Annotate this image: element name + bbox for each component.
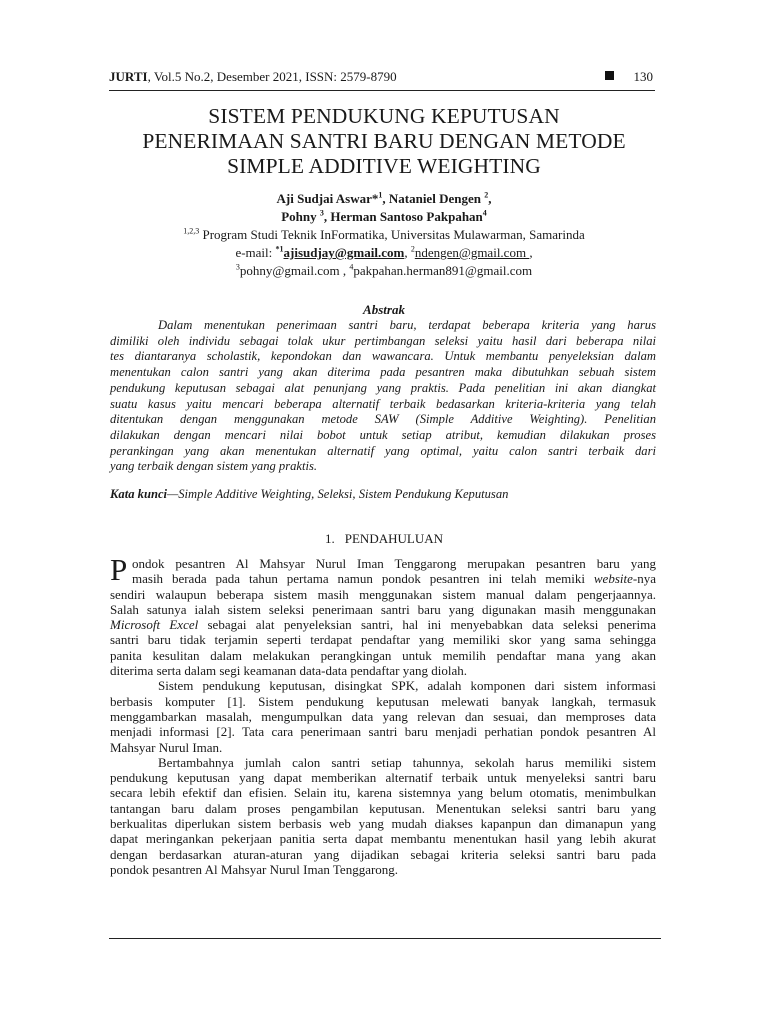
journal-issue: , Vol.5 No.2, Desember 2021, ISSN: 2579-8790	[147, 69, 397, 84]
email-1-sup: *1	[275, 244, 284, 254]
author-4-sup: 4	[482, 208, 487, 218]
email-2-tail: ,	[529, 245, 533, 260]
body-line: berkualitas diperlukan sistem berbasis web yang mudah diakses kapanpun dan dimanapun yang	[110, 816, 656, 832]
body-text	[110, 552, 656, 877]
body-line	[110, 617, 656, 632]
email-4: pakpahan.herman891@gmail.com	[353, 263, 533, 278]
keywords-text: —Simple Additive Weighting, Seleksi, Sistem Pendukung Keputusan	[167, 487, 509, 501]
body-line: menggambarkan masalah, mengumpulkan data yang relevan dan sesuai, dan memproses data	[110, 708, 656, 724]
section-number: 1.	[325, 531, 335, 546]
body-line: sendiri walaupun beberapa sistem masih menggunakan sistem manual dalam pengerjaannya.	[110, 586, 656, 602]
email-2-link[interactable]: ndengen@gmail.com	[414, 245, 530, 260]
author-3-sup: 3	[319, 208, 324, 218]
title-line-1: SISTEM PENDUKUNG KEPUTUSAN	[208, 104, 560, 128]
body-line: diterima serta dalam segi keamanan data-data pendaftar yang diolah.	[110, 663, 467, 679]
body-line: berbasis komputer [1]. Sistem pendukung keputusan melewati banyak langkah, termasuk	[110, 693, 656, 709]
author-3: Pohny	[281, 209, 317, 224]
journal-name: JURTI	[109, 69, 148, 84]
paper-title	[100, 104, 668, 179]
body-line-text: masih berada pada tahun pertama namun pondok pesantren ini telah memiki	[132, 571, 594, 587]
body-line: santri baru tidak terjamin seperti terdapat pendaftar yang memiliki skor yang sama sehingga	[110, 632, 656, 648]
affiliation-line	[100, 226, 668, 244]
author-2-sup: 2	[484, 190, 489, 200]
email-1-link[interactable]: ajisudjay@gmail.com	[283, 245, 405, 260]
title-line-2: PENERIMAAN SANTRI BARU DENGAN METODE	[142, 129, 626, 153]
abstract-line: dilakukan dengan mencari nilai bobot untuk setiap atribut, kemudian dilakukan proses	[110, 427, 656, 442]
author-2-tail: ,	[488, 191, 492, 206]
keywords-label: Kata kunci	[110, 487, 168, 501]
affiliation: Program Studi Teknik InFormatika, Universitas Mulawarman, Samarinda	[199, 227, 585, 242]
author-line-1	[100, 190, 668, 208]
body-line: tantangan baru dalam proses pengambilan keputusan. Menentukan seleksi santri baru yang	[110, 800, 656, 816]
header-rule	[109, 90, 655, 91]
abstract-line: Dalam menentukan penerimaan santri baru, terdapat beberapa kriteria yang harus	[158, 318, 656, 332]
page-number: 130	[633, 69, 653, 84]
body-line: menjadi informasi [2]. Tata cara penerimaan santri baru menjadi perhatian pondok pesantren Al	[110, 724, 656, 740]
abstract-line: yang terbaik dengan sistem yang praktis.	[110, 459, 318, 474]
body-line-text: sebagai alat penyeleksian santri, hal ini menyebabkan data seleksi penerima	[198, 617, 656, 633]
running-header	[109, 67, 655, 87]
section-title: PENDAHULUAN	[344, 531, 443, 546]
author-4: , Herman Santoso Pakpahan	[323, 209, 483, 224]
email-line-1: e-mail: $^{*1}$ajisudjay@gmail.com, $^2$ndengen@gmail.com ,	[235, 244, 533, 260]
author-1-sup: 1	[378, 190, 383, 200]
body-line: ondok pesantren Al Mahsyar Nurul Iman Tenggarong merupakan pesantren baru yang	[132, 556, 656, 571]
body-line: dengan berdasarkan aturan-aturan yang dijadikan sebagai kriteria seleksi santri baru pada	[110, 846, 656, 862]
italic-term: website	[593, 571, 633, 587]
page-number-block	[605, 67, 654, 87]
body-line: secara lebih efektif dan efisien. Selain itu, karena sistemnya yang belum otomatis, menimbulkan	[110, 785, 656, 801]
title-line-3: SIMPLE ADDITIVE WEIGHTING	[227, 154, 541, 178]
body-line	[110, 571, 656, 586]
email-label: e-mail:	[235, 245, 276, 260]
email-3: pohny@gmail.com ,	[239, 263, 350, 278]
body-line: Salah satunya ialah sistem seleksi penerimaan santri baru yang digunakan masih menggunakan	[110, 601, 656, 617]
journal-citation	[109, 67, 397, 87]
body-line: Bertambahnya jumlah calon santri setiap tahunnya, sekolah harus memiliki sistem	[158, 754, 656, 770]
abstract-line: ditentukan dengan menggunakan metode SAW (Simple Additive Weighting). Penelitian	[110, 412, 656, 427]
body-line: dapat meringankan pekerjaan panitia serta dapat membantu menentukan hasil yang lebih akurat	[110, 831, 656, 847]
square-bullet-icon	[605, 71, 614, 80]
body-line: pondok pesantren Al Mahsyar Nurul Iman Tenggarong.	[110, 861, 399, 877]
abstract-line: perankingan yang akan menentukan alternatif yang optimal, yaitu calon santri terbaik dari	[110, 443, 656, 458]
email-2-sup: 2	[410, 244, 415, 254]
author-2: , Nataniel Dengen	[382, 191, 481, 206]
affiliation-sup: 1,2,3	[183, 226, 200, 236]
abstract-line: pendukung keputusan sebagai alat penunjang yang praktis. Pada penelitian ini akan diangkat	[110, 380, 656, 395]
abstract-line: tes diantaranya scholastik, kepondokan dan wawancara. Untuk membantu penyeleksian dalam	[110, 349, 656, 364]
abstract-line: suatu kasus yaitu mencari beberapa alternatif terbaik bedasarkan kriteria-kriteria yang telah	[110, 396, 656, 411]
abstract-line: dimiliki oleh individu sebagai tolak ukur pertimbangan seleksi yaitu hasil dari beberapa nilai	[110, 333, 656, 348]
email-4-sup: 4	[349, 262, 354, 272]
email-3-sup: 3	[235, 262, 240, 272]
abstract-body	[110, 318, 656, 475]
italic-term: Microsoft Excel	[110, 617, 199, 633]
author-block	[100, 190, 668, 280]
footer-rule	[109, 938, 661, 939]
keywords	[110, 486, 656, 502]
drop-cap: P	[110, 552, 128, 587]
abstract-line: menentukan calon santri yang akan diterima pada pesantren maka dibutuhkan sebuah sistem	[110, 365, 656, 380]
abstract-heading: Abstrak	[363, 302, 405, 317]
section-heading	[100, 531, 668, 547]
author-line-2	[100, 208, 668, 226]
author-1: Aji Sudjai Aswar*	[276, 191, 379, 206]
body-line-text: -nya	[632, 571, 656, 587]
body-line: Mahsyar Nurul Iman.	[110, 739, 223, 755]
body-line: pendukung keputusan yang dapat memberikan alternatif terbaik untuk menyeleksi santri baru	[110, 770, 656, 786]
body-line: panita kesulitan dalam melakukan perangkingan untuk memilih pendaftar mana yang akan	[110, 647, 656, 663]
body-line: Sistem pendukung keputusan, disingkat SPK, adalah komponen dari sistem informasi	[158, 678, 656, 694]
email-line-2	[100, 262, 668, 280]
